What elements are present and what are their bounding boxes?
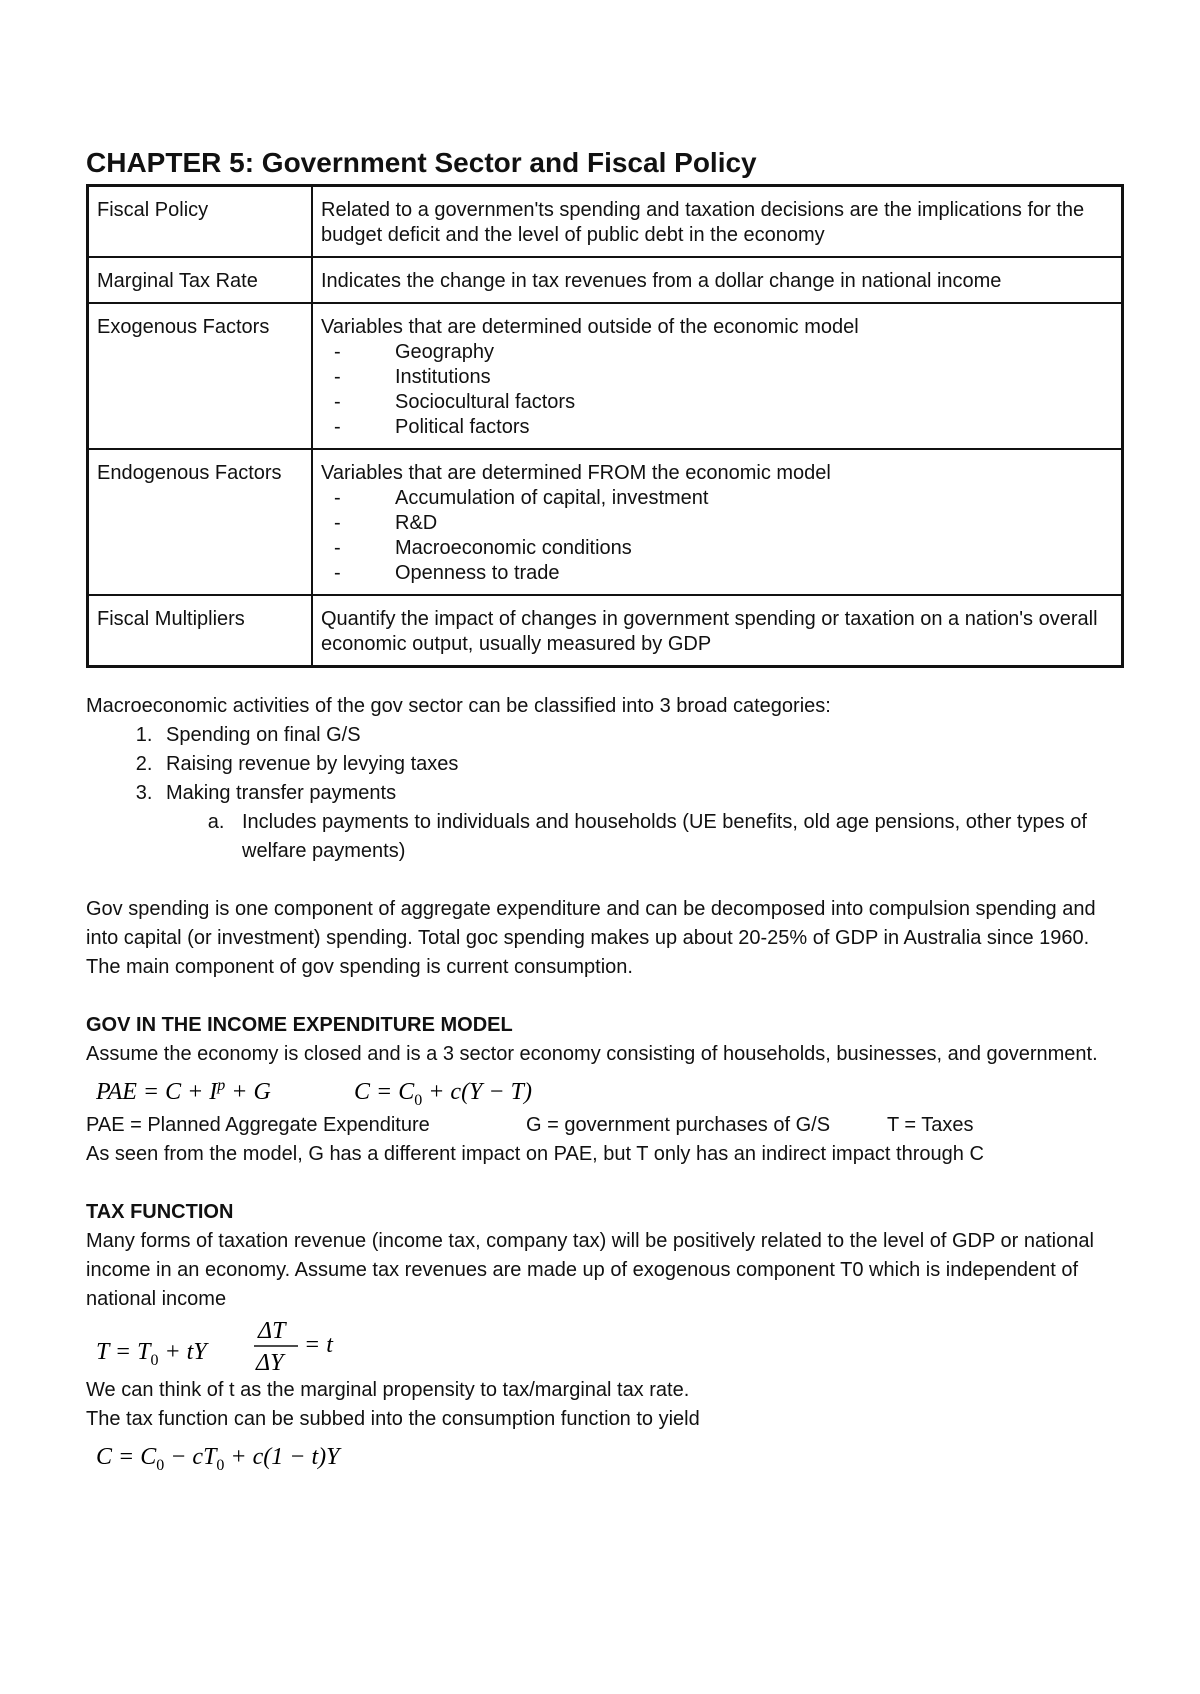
tax-function-equation bbox=[96, 1314, 416, 1376]
legend-pae: PAE = Planned Aggregate Expenditure bbox=[86, 1114, 430, 1136]
svg-text:ΔY: ΔY bbox=[256, 1350, 284, 1376]
svg-text:= t: = t bbox=[304, 1332, 333, 1358]
list-item: - Openness to trade bbox=[329, 561, 1113, 586]
definition-cell bbox=[312, 303, 1123, 449]
body-text bbox=[86, 692, 1126, 1476]
list-item: - Geography bbox=[329, 340, 1113, 365]
definition-cell: Quantify the impact of changes in government spending or taxation on a nation's overall economic output, usually measured by GDP bbox=[312, 595, 1123, 667]
list-item: 2. Raising revenue by levying taxes bbox=[158, 750, 1126, 779]
term-cell: Fiscal Multipliers bbox=[88, 595, 313, 667]
table-row bbox=[88, 257, 1123, 303]
definition-text: Variables that are determined outside of the economic model bbox=[321, 316, 859, 338]
table-row bbox=[88, 303, 1123, 449]
tax-line-2: The tax function can be subbed into the consumption function to yield bbox=[86, 1408, 700, 1430]
list-item: - Sociocultural factors bbox=[329, 390, 1113, 415]
tax-line-1: We can think of t as the marginal propensity to tax/marginal tax rate. bbox=[86, 1379, 690, 1401]
section-heading-income-expenditure: GOV IN THE INCOME EXPENDITURE MODEL bbox=[86, 1014, 513, 1036]
term-cell: Fiscal Policy bbox=[88, 186, 313, 258]
equation-legend bbox=[86, 1111, 1126, 1140]
table-row bbox=[88, 595, 1123, 667]
gov-spending-paragraph: Gov spending is one component of aggregate expenditure and can be decomposed into compulsion spending and into capital (or investment) spending. Total goc spending makes up about 20-25% of GDP in Australia since 1960. The main component of gov spending is current consumption. bbox=[86, 898, 1096, 978]
list-item: 1. Spending on final G/S bbox=[158, 721, 1126, 750]
pae-consumption-equations bbox=[96, 1069, 616, 1109]
legend-g: G = government purchases of G/S bbox=[526, 1114, 831, 1136]
income-expenditure-paragraph: Assume the economy is closed and is a 3 sector economy consisting of households, businesses, and government. bbox=[86, 1043, 1098, 1065]
svg-text:T = T0 + tY: $T = T_0$ + tY bbox=[96, 1339, 207, 1369]
svg-text:ΔT: ΔT bbox=[258, 1318, 286, 1344]
definitions-table bbox=[86, 184, 1124, 668]
activities-list bbox=[86, 721, 1126, 866]
svg-text:PAE = C + Ip + G: PAE = $C + I^p + G$ bbox=[96, 1077, 271, 1105]
list-item: - Institutions bbox=[329, 365, 1113, 390]
definition-cell: Related to a governmen'ts spending and taxation decisions are the implications for the budget deficit and the level of public debt in the economy bbox=[312, 186, 1123, 258]
equation-consumption bbox=[86, 1434, 1126, 1476]
legend-t: T = Taxes bbox=[887, 1114, 974, 1136]
table-row bbox=[88, 186, 1123, 258]
document-page bbox=[86, 146, 1126, 1476]
list-item: - Political factors bbox=[329, 415, 1113, 440]
definition-cell: Indicates the change in tax revenues from a dollar change in national income bbox=[312, 257, 1123, 303]
factor-list bbox=[321, 486, 1113, 586]
svg-text:C = C0 + c(Y − T): $C = C_0 + c(Y - T)$ bbox=[354, 1079, 532, 1109]
table-row bbox=[88, 449, 1123, 595]
tax-function-paragraph: Many forms of taxation revenue (income tax, company tax) will be positively related to the level of GDP or national income in an economy. Assume tax revenues are made up of exogenous component T0 which is independent of national income bbox=[86, 1230, 1094, 1310]
page-title: CHAPTER 5: Government Sector and Fiscal Policy bbox=[86, 147, 757, 178]
list-item: a. Includes payments to individuals and households (UE benefits, old age pensions, other types of welfare payments) bbox=[230, 808, 1126, 866]
list-item: - Accumulation of capital, investment bbox=[329, 486, 1113, 511]
equation-tax bbox=[86, 1314, 1126, 1376]
definition-text: Variables that are determined FROM the economic model bbox=[321, 462, 831, 484]
factor-list bbox=[321, 340, 1113, 440]
section-heading-tax-function: TAX FUNCTION bbox=[86, 1201, 234, 1223]
svg-text:C = C0 − cT0 + c(1 − t)Y: $C = C_0 - cT_0 + c(1 - t)Y$ bbox=[96, 1444, 340, 1474]
model-note: As seen from the model, G has a different impact on PAE, but T only has an indirect impact through C bbox=[86, 1143, 984, 1165]
sub-list bbox=[166, 808, 1126, 866]
activities-intro: Macroeconomic activities of the gov sector can be classified into 3 broad categories: bbox=[86, 695, 831, 717]
consumption-function-equation bbox=[96, 1434, 516, 1474]
list-item: - Macroeconomic conditions bbox=[329, 536, 1113, 561]
list-item bbox=[158, 779, 1126, 866]
term-cell: Marginal Tax Rate bbox=[88, 257, 313, 303]
list-item: - R&D bbox=[329, 511, 1113, 536]
definition-cell bbox=[312, 449, 1123, 595]
term-cell: Exogenous Factors bbox=[88, 303, 313, 449]
equation-pae bbox=[86, 1069, 1126, 1111]
term-cell: Endogenous Factors bbox=[88, 449, 313, 595]
list-item-label: Making transfer payments bbox=[166, 782, 397, 804]
